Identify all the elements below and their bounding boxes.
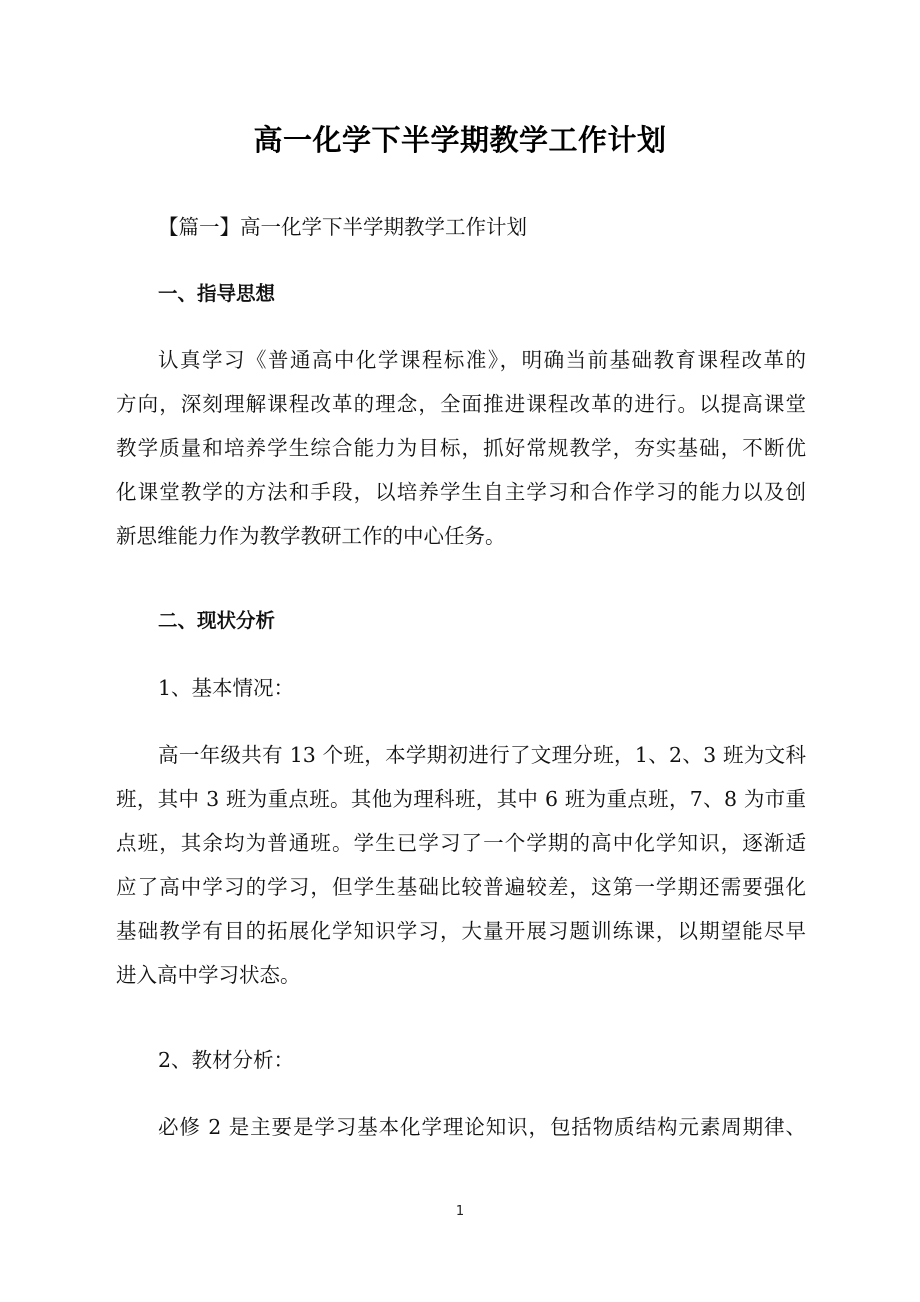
paragraph-line: 教学质量和培养学生综合能力为目标，抓好常规教学，夯实基础，不断优 xyxy=(116,436,806,460)
paragraph-line: 必修 2 是主要是学习基本化学理论知识，包括物质结构元素周期律、 xyxy=(158,1115,806,1139)
paragraph-line: 应了高中学习的学习，但学生基础比较普遍较差，这第一学期还需要强化 xyxy=(116,875,806,899)
section-heading-guiding-ideology: 一、指导思想 xyxy=(158,282,276,305)
page-number: 1 xyxy=(455,1204,465,1219)
paragraph-line: 点班，其余均为普通班。学生已学习了一个学期的高中化学知识，逐渐适 xyxy=(116,831,806,855)
paragraph-line: 新思维能力作为教学教研工作的中心任务。 xyxy=(116,524,506,548)
subsection-heading-basic-situation: 1、基本情况： xyxy=(158,676,295,700)
section-heading-situation-analysis: 二、现状分析 xyxy=(158,609,276,632)
document-subtitle: 【篇一】高一化学下半学期教学工作计划 xyxy=(158,215,527,239)
paragraph-line: 化课堂教学的方法和手段，以培养学生自主学习和合作学习的能力以及创 xyxy=(116,480,806,504)
paragraph-line: 认真学习《普通高中化学课程标准》，明确当前基础教育课程改革的 xyxy=(158,348,806,372)
paragraph-line: 方向，深刻理解课程改革的理念，全面推进课程改革的进行。以提高课堂 xyxy=(116,392,806,416)
document-title: 高一化学下半学期教学工作计划 xyxy=(253,123,667,157)
subsection-heading-textbook-analysis: 2、教材分析： xyxy=(158,1048,295,1072)
paragraph-line: 基础教学有目的拓展化学知识学习，大量开展习题训练课，以期望能尽早 xyxy=(116,919,806,943)
paragraph-line: 进入高中学习状态。 xyxy=(116,963,301,987)
paragraph-line: 高一年级共有 13 个班，本学期初进行了文理分班，1、2、3 班为文科 xyxy=(158,743,806,767)
paragraph-line: 班，其中 3 班为重点班。其他为理科班，其中 6 班为重点班，7、8 为市重 xyxy=(116,787,806,811)
